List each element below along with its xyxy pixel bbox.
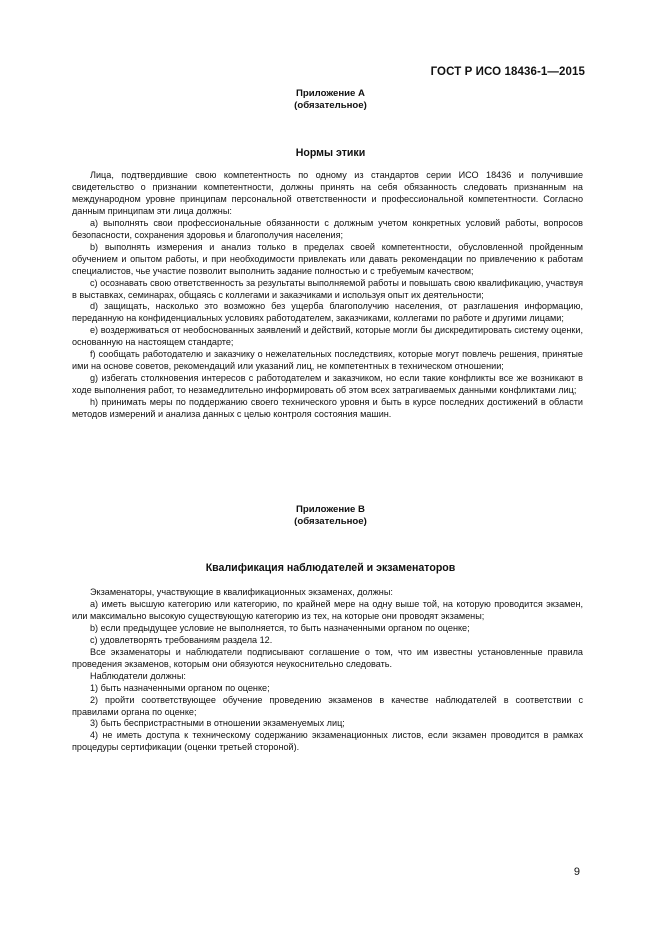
annex-b-paragraph: Наблюдатели должны: [90, 670, 186, 681]
annex-a-paragraph: c) осознавать свою ответственность за результаты выполняемой работы и повышать свою квалификацию, участвуя в выставках, семинарах, общаясь с коллегами и заказчиками и используя опыт их деятельности; [72, 277, 583, 300]
annex-b-body [72, 587, 583, 754]
annex-a-paragraph: b) выполнять измерения и анализ только в пределах своей компетентности, обусловленной пройденным обучением и опытом работы, и при необходимости привлекать или давать рекомендации по привлечению к работам специалистов, чье участие позволит выполнить задание полностью и с требуемым качеством; [72, 241, 583, 276]
annex-a-paragraph: g) избегать столкновения интересов с работодателем и заказчиком, но если такие конфликты все же возникают в ходе выполнения работ, то незамедлительно информировать об этом всех затрагиваемых данными конфликтами лиц; [72, 373, 583, 396]
annex-b-heading [0, 504, 661, 528]
annex-a-label: Приложение A [296, 88, 365, 99]
annex-a-paragraph: h) принимать меры по поддержанию своего технического уровня и быть в курсе последних достижений в области методов измерений и анализа данных с целью контроля состояния машин. [72, 397, 583, 420]
annex-a-status: (обязательное) [294, 99, 367, 111]
annex-a-paragraph: e) воздерживаться от необоснованных заявлений и действий, которые могли бы дискредитировать систему оценки, основанную на настоящем стандарте; [72, 325, 583, 348]
annex-b-paragraph: c) удовлетворять требованиям раздела 12. [90, 634, 273, 645]
annex-b-paragraph: 1) быть назначенными органом по оценке; [90, 682, 270, 693]
annex-b-paragraph: a) иметь высшую категорию или категорию, по крайней мере на одну выше той, на которую проводится экзамен, или максимально высокую существующую категорию из тех, на которые они проводят экзамены; [72, 598, 583, 621]
annex-b-paragraph: Экзаменаторы, участвующие в квалификационных экзаменах, должны: [90, 587, 393, 597]
annex-a-title: Нормы этики [295, 147, 366, 159]
annex-b-paragraph: b) если предыдущее условие не выполняется, то быть назначенными органом по оценке; [90, 622, 470, 633]
annex-b-status: (обязательное) [294, 515, 367, 527]
page-number: 9 [573, 866, 580, 878]
annex-a-heading [0, 88, 661, 112]
annex-b-title: Квалификация наблюдателей и экзаменаторов [205, 562, 456, 574]
standard-code-header: ГОСТ Р ИСО 18436-1—2015 [430, 66, 585, 78]
annex-b-paragraph: Все экзаменаторы и наблюдатели подписывают соглашение о том, что им известны установленные правила проведения экзаменов, которым они обязуются неукоснительно следовать. [72, 646, 583, 669]
annex-a-body [72, 170, 583, 421]
annex-b-label: Приложение B [296, 504, 365, 515]
annex-a-paragraph: d) защищать, насколько это возможно без ущерба благополучию населения, от разглашения информацию, переданную на конфиденциальных условиях работодателем, заказчиками, коллегами по работе и другими лицами; [72, 301, 583, 324]
annex-a-paragraph: f) сообщать работодателю и заказчику о нежелательных последствиях, которые могут повлечь решения, принятые ими на основе советов, рекомендаций или указаний лиц, не компетентных в техническом отношении; [72, 349, 583, 372]
annex-a-paragraph: a) выполнять свои профессиональные обязанности с должным учетом конкретных условий работы, вопросов безопасности, сохранения здоровья и благополучия населения; [72, 217, 583, 240]
annex-a-paragraph: Лица, подтвердившие свою компетентность по одному из стандартов серии ИСО 18436 и получившие свидетельство о признании компетентности, должны принять на себя обязанность следовать признанным на международном уровне принципам персональной ответственности и профессиональной компетентности. Согласно данным принципам эти лица должны: [72, 170, 583, 216]
annex-b-paragraph: 3) быть беспристрастными в отношении экзаменуемых лиц; [90, 718, 345, 729]
annex-b-paragraph: 4) не иметь доступа к техническому содержанию экзаменационных листов, если экзамен проводится в рамках процедуры сертификации (оценки третьей стороной). [72, 730, 583, 753]
annex-b-paragraph: 2) пройти соответствующее обучение проведению экзаменов в качестве наблюдателей в соответствии с правилами органа по оценке; [72, 694, 583, 717]
